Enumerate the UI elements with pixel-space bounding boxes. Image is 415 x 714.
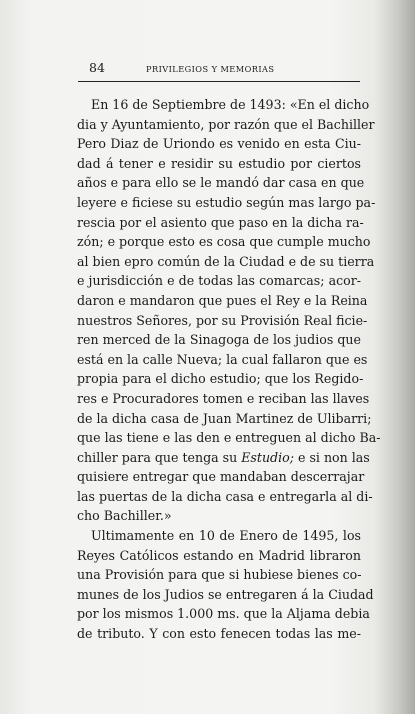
text-line: Ultimamente en 10 de Enero de 1495, los — [91, 528, 361, 544]
page-number: 84 — [89, 60, 105, 75]
running-head: PRIVILEGIOS Y MEMORIAS — [146, 64, 275, 74]
text-line: Pero Diaz de Uriondo es venido en esta Ciu- — [77, 136, 361, 152]
text-line: por los mismos 1.000 ms. que la Aljama debia — [77, 606, 370, 622]
text-segment: e si non las — [293, 449, 370, 465]
text-line: las puertas de la dicha casa e entregarla al di- — [77, 488, 373, 504]
text-line: una Provisión para que si hubiese bienes co- — [77, 567, 362, 583]
text-line: leyere e ficiese su estudio según mas largo pa- — [77, 194, 376, 210]
header-rule — [78, 81, 360, 82]
text-line: propia para el dicho estudio; que los Regido- — [77, 371, 364, 387]
text-line: munes de los Judios se entregaren á la Ciudad — [77, 586, 374, 602]
text-line: dia y Ayuntamiento, por razón que el Bachiller — [77, 116, 375, 132]
paragraph-1 — [77, 95, 381, 526]
text-line: quisiere entregar que mandaban descerrajar — [77, 469, 365, 485]
text-line: que las tiene e las den e entreguen al dicho Ba- — [77, 430, 381, 446]
text-line: zón; e porque esto es cosa que cumple mucho — [77, 234, 371, 250]
text-line: cho Bachiller.» — [77, 508, 172, 524]
text-line-with-emphasis — [77, 448, 370, 468]
text-line: nuestros Señores, por su Provisión Real ficie- — [77, 312, 368, 328]
text-line: En 16 de Septiembre de 1493: «En el dicho — [91, 97, 370, 112]
text-line: ren merced de la Sinagoga de los judios que — [77, 332, 361, 348]
text-line: e jurisdicción e de todas las comarcas; acor- — [77, 273, 361, 289]
text-line: al bien epro común de la Ciudad e de su tierra — [77, 253, 375, 269]
text-line: de la dicha casa de Juan Martinez de Ulibarri; — [77, 410, 372, 426]
text-line: está en la calle Nueva; la cual fallaron que es — [77, 351, 368, 367]
emphasized-word: Estudio; — [241, 449, 294, 465]
text-line: años e para ello se le mandó dar casa en que — [77, 175, 365, 191]
text-line: rescia por el asiento que paso en la dicha ra- — [77, 214, 364, 230]
text-segment: chiller para que tenga su — [77, 449, 242, 465]
text-line: Reyes Católicos estando en Madrid libraron — [77, 547, 361, 563]
text-line: res e Procuradores tomen e reciban las llaves — [77, 390, 370, 406]
text-line: dad á tener e residir su estudio por ciertos — [77, 155, 361, 171]
page-header — [78, 61, 358, 75]
text-line: de tributo. Y con esto fenecen todas las me- — [77, 626, 361, 642]
paragraph-2 — [77, 526, 374, 644]
body-text — [77, 95, 381, 644]
text-line: daron e mandaron que pues el Rey e la Reina — [77, 292, 368, 308]
